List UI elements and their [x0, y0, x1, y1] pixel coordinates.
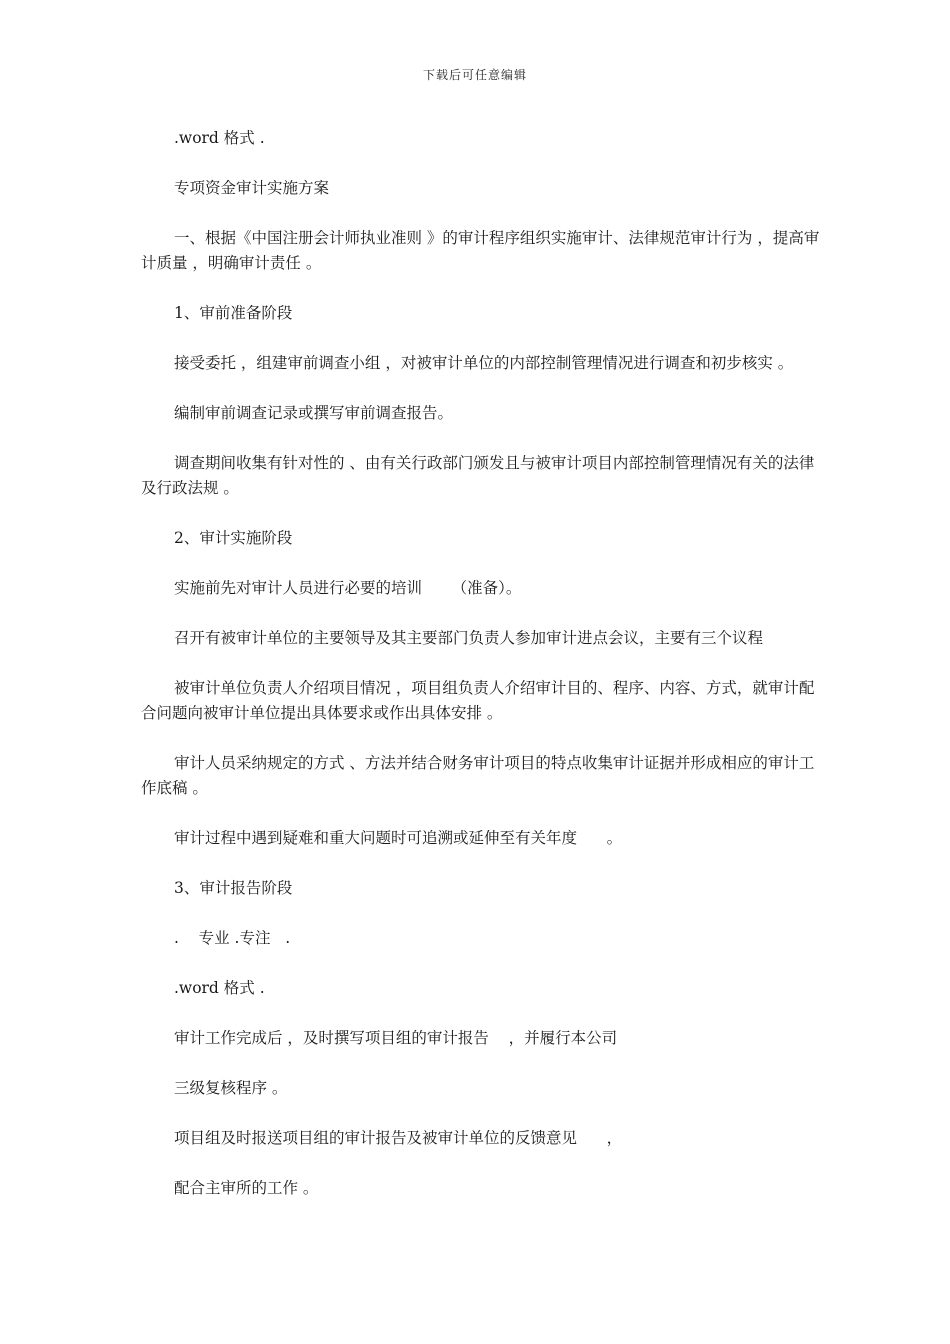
document-title: 专项资金审计实施方案	[174, 179, 330, 197]
format-note: .word 格式 .	[174, 979, 265, 997]
section-heading-2: 2、审计实施阶段	[174, 529, 293, 547]
paragraph: 实施前先对审计人员进行必要的培训 （准备）。	[174, 579, 522, 597]
paragraph: 项目组及时报送项目组的审计报告及被审计单位的反馈意见 ，	[174, 1129, 623, 1147]
paragraph-intro: 一、根据《中国注册会计师执业准则 》的审计程序组织实施审计、法律规范审计行为 ，提高审计质量 ，明确审计责任 。	[141, 229, 820, 272]
section-heading-3: 3、审计报告阶段	[174, 879, 293, 897]
footer-note: . 专业 .专注 .	[174, 929, 291, 947]
paragraph: 审计工作完成后 ，及时撰写项目组的审计报告 ，并履行本公司	[174, 1029, 618, 1047]
paragraph: 编制审前调查记录或撰写审前调查报告。	[174, 404, 454, 422]
paragraph: 接受委托 ，组建审前调查小组 ，对被审计单位的内部控制管理情况进行调查和初步核实 。	[174, 354, 794, 372]
paragraph: 召开有被审计单位的主要领导及其主要部门负责人参加审计进点会议，主要有三个议程	[174, 629, 764, 647]
format-note: .word 格式 .	[174, 129, 265, 147]
document-body	[141, 126, 821, 1201]
paragraph: 被审计单位负责人介绍项目情况 ，项目组负责人介绍审计目的、程序、内容、方式，就审计配合问题向被审计单位提出具体要求或作出具体安排 。	[141, 679, 815, 722]
paragraph: 三级复核程序 。	[174, 1079, 288, 1097]
page-header: 下载后可任意编辑	[422, 68, 527, 82]
paragraph: 审计人员采纳规定的方式 、方法并结合财务审计项目的特点收集审计证据并形成相应的审计工作底稿 。	[141, 754, 815, 797]
paragraph: 配合主审所的工作 。	[174, 1179, 319, 1197]
section-heading-1: 1、审前准备阶段	[174, 304, 293, 322]
paragraph: 审计过程中遇到疑难和重大问题时可追溯或延伸至有关年度 。	[174, 829, 623, 847]
paragraph: 调查期间收集有针对性的 、由有关行政部门颁发且与被审计项目内部控制管理情况有关的法律及行政法规 。	[141, 454, 815, 497]
